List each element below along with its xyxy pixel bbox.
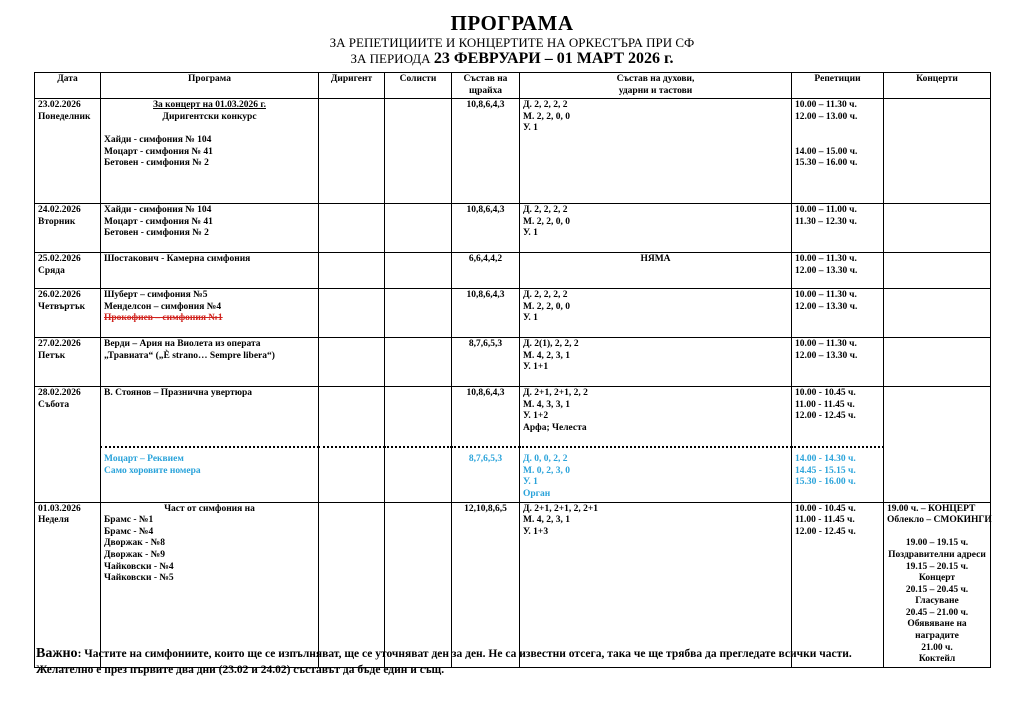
- conductor-cell: [319, 387, 385, 502]
- rehearsal-time-afternoon: 14.45 - 15.15 ч.: [795, 465, 856, 476]
- rehearsal-time: 11.00 - 11.45 ч.: [795, 399, 855, 410]
- rehearsal-time: 12.00 – 13.00 ч.: [795, 111, 858, 122]
- conductor-cell: [319, 502, 385, 667]
- concerts-cell: [884, 99, 991, 204]
- winds-line-afternoon: М. 0, 2, 3, 0: [523, 465, 570, 476]
- table-row: [35, 253, 991, 289]
- date-value: 26.02.2026: [38, 290, 81, 301]
- program-cell: [101, 253, 319, 289]
- winds-none: НЯМА: [640, 254, 671, 265]
- concert-schedule-line: 20.15 – 20.45 ч.: [905, 584, 969, 595]
- program-item-afternoon: Моцарт – Реквием: [104, 454, 184, 465]
- winds-line: М. 4, 2, 3, 1: [523, 350, 570, 361]
- date-cell: [35, 387, 101, 502]
- concert-schedule-line: Гласуване: [915, 596, 959, 607]
- concert-schedule-line: Поздравителни адреси: [888, 549, 986, 560]
- strings-value: 10,8,6,4,3: [466, 388, 505, 399]
- program-item: Чайковски - №5: [104, 573, 174, 584]
- winds-cell: [520, 289, 792, 338]
- winds-line: У. 1+2: [523, 411, 549, 422]
- conductor-cell: [319, 253, 385, 289]
- program-cell: [101, 204, 319, 253]
- rehearsal-time-afternoon: 14.00 - 14.30 ч.: [795, 454, 856, 465]
- rehearsal-time: 12.00 - 12.45 ч.: [795, 526, 856, 537]
- rehearsals-cell: [792, 253, 884, 289]
- winds-line: У. 1: [523, 123, 538, 134]
- dotted-separator: [100, 446, 319, 454]
- day-name: Неделя: [38, 515, 69, 526]
- concert-schedule-line: 19.15 – 20.15 ч.: [905, 561, 969, 572]
- soloists-cell: [385, 204, 452, 253]
- winds-line: Д. 2+1, 2+1, 2, 2: [523, 388, 588, 399]
- winds-line: М. 4, 3, 3, 1: [523, 399, 570, 410]
- rehearsal-time: 10.00 - 10.45 ч.: [795, 388, 856, 399]
- table-row: [35, 338, 991, 387]
- dotted-separator: [384, 446, 452, 454]
- col-concerts: Концерти: [884, 73, 991, 99]
- concert-schedule-line: Коктейл: [918, 654, 956, 665]
- col-date: Дата: [35, 73, 101, 99]
- strings-value-afternoon: 8,7,6,5,3: [468, 454, 503, 465]
- date-cell: [35, 338, 101, 387]
- winds-line: У. 1+1: [523, 362, 549, 373]
- rehearsal-time-afternoon: 15.30 - 16.00 ч.: [795, 477, 856, 488]
- col-winds: [520, 73, 792, 99]
- day-name: Събота: [38, 399, 70, 410]
- winds-line: Д. 2, 2, 2, 2: [523, 100, 568, 111]
- winds-line: Д. 2, 2, 2, 2: [523, 205, 568, 216]
- program-item: Моцарт - симфония № 41: [104, 216, 213, 227]
- rehearsal-time: 10.00 – 11.30 ч.: [795, 290, 857, 301]
- program-title: За концерт на 01.03.2026 г.: [153, 100, 266, 111]
- note-important-label: Важно: [36, 646, 78, 661]
- page-header: [0, 12, 1024, 67]
- rehearsal-time: 10.00 – 11.00 ч.: [795, 205, 857, 216]
- program-cell: [101, 502, 319, 667]
- program-item: Дворжак - №8: [104, 538, 165, 549]
- winds-line: М. 4, 2, 3, 1: [523, 515, 570, 526]
- program-cell: [101, 289, 319, 338]
- concert-schedule-line: Концерт: [918, 573, 956, 584]
- winds-line-afternoon: Д. 0, 0, 2, 2: [523, 454, 568, 465]
- note-line-1: [36, 646, 996, 662]
- program-item: Менделсон – симфония №4: [104, 301, 222, 312]
- rehearsals-cell: [792, 99, 884, 204]
- date-value: 27.02.2026: [38, 339, 81, 350]
- winds-line: У. 1: [523, 228, 538, 239]
- col-rehearsals: Репетиции: [792, 73, 884, 99]
- conductor-cell: [319, 289, 385, 338]
- conductor-cell: [319, 338, 385, 387]
- day-name: Сряда: [38, 265, 65, 276]
- soloists-cell: [385, 502, 452, 667]
- rehearsal-time: 11.30 – 12.30 ч.: [795, 216, 857, 227]
- dotted-separator: [791, 446, 884, 454]
- winds-cell: [520, 204, 792, 253]
- concert-schedule-line: 19.00 – 19.15 ч.: [905, 538, 969, 549]
- table-row: [35, 204, 991, 253]
- period-dates: 23 ФЕВРУАРИ – 01 МАРТ 2026 г.: [433, 50, 674, 67]
- concerts-cell: [884, 387, 991, 502]
- strings-cell: 8,7,6,5,3: [452, 338, 520, 387]
- date-cell: [35, 253, 101, 289]
- rehearsal-time: 11.00 - 11.45 ч.: [795, 515, 855, 526]
- date-cell: [35, 289, 101, 338]
- winds-cell: [520, 387, 792, 502]
- date-value: 28.02.2026: [38, 388, 81, 399]
- rehearsal-time: 12.00 – 13.30 ч.: [795, 301, 858, 312]
- program-item: Шуберт – симфония №5: [104, 290, 208, 301]
- rehearsal-time: 12.00 – 13.30 ч.: [795, 350, 858, 361]
- winds-line: М. 2, 2, 0, 0: [523, 111, 570, 122]
- rehearsal-time: 10.00 – 11.30 ч.: [795, 339, 857, 350]
- important-note: [36, 646, 996, 678]
- strings-cell: 12,10,8,6,5: [452, 502, 520, 667]
- winds-cell: [520, 253, 792, 289]
- col-strings-l1: Състав на: [463, 74, 508, 84]
- program-item: Брамс - №4: [104, 526, 154, 537]
- conductor-cell: [319, 204, 385, 253]
- winds-line: Д. 2(1), 2, 2, 2: [523, 339, 579, 350]
- soloists-cell: [385, 338, 452, 387]
- strings-cell: 6,6,4,4,2: [452, 253, 520, 289]
- program-cell: [101, 387, 319, 502]
- strings-cell: 10,8,6,4,3: [452, 289, 520, 338]
- program-item: Чайковски - №4: [104, 561, 174, 572]
- table-row: [35, 502, 991, 667]
- concert-line: Облекло – СМОКИНГИ: [887, 515, 992, 526]
- table-row: [35, 99, 991, 204]
- col-conductor: Диригент: [319, 73, 385, 99]
- strings-cell: 10,8,6,4,3: [452, 99, 520, 204]
- strings-cell: [452, 387, 520, 502]
- soloists-cell: [385, 289, 452, 338]
- program-item: Бетовен - симфония № 2: [104, 158, 209, 169]
- date-value: 25.02.2026: [38, 254, 81, 265]
- table-row: [35, 289, 991, 338]
- concert-schedule-line: 20.45 – 21.00 ч.: [905, 607, 969, 618]
- col-program: Програма: [101, 73, 319, 99]
- concerts-cell: [884, 338, 991, 387]
- schedule-table: [34, 72, 991, 668]
- concert-schedule-line: Обявяване на наградите: [907, 619, 967, 642]
- period-prefix: ЗА ПЕРИОДА: [350, 51, 431, 66]
- program-title: Част от симфония на: [164, 503, 255, 514]
- rehearsals-cell: [792, 204, 884, 253]
- concerts-cell: [884, 204, 991, 253]
- day-name: Петък: [38, 350, 66, 361]
- program-cell: [101, 338, 319, 387]
- winds-line: Д. 2, 2, 2, 2: [523, 290, 568, 301]
- table-header-row: [35, 73, 991, 99]
- concerts-cell: [884, 289, 991, 338]
- rehearsal-time: 10.00 – 11.30 ч.: [795, 254, 857, 265]
- program-item: Шостакович - Камерна симфония: [104, 254, 251, 265]
- winds-cell: [520, 338, 792, 387]
- concerts-cell: [884, 253, 991, 289]
- strings-cell: 10,8,6,4,3: [452, 204, 520, 253]
- date-cell: [35, 502, 101, 667]
- rehearsal-time: 10.00 – 11.30 ч.: [795, 100, 857, 111]
- date-value: 23.02.2026: [38, 100, 81, 111]
- rehearsal-time: 12.00 - 12.45 ч.: [795, 411, 856, 422]
- rehearsals-cell: [792, 289, 884, 338]
- note-text-1: : Частите на симфониите, които ще се изпълняват, ще се уточняват ден за ден. Не са известни отсега, така че ще трябва да прегледате всички части.: [77, 648, 852, 660]
- dotted-separator: [519, 446, 792, 454]
- program-item: Хайди - симфония № 104: [104, 205, 212, 216]
- date-cell: [35, 99, 101, 204]
- rehearsal-time: 12.00 – 13.30 ч.: [795, 265, 858, 276]
- rehearsal-time: 15.30 – 16.00 ч.: [795, 158, 858, 169]
- winds-line: У. 1+3: [523, 526, 549, 537]
- date-value: 24.02.2026: [38, 205, 81, 216]
- concert-line: 19.00 ч. – КОНЦЕРТ: [887, 503, 976, 514]
- rehearsal-time: 14.00 – 15.00 ч.: [795, 146, 858, 157]
- soloists-cell: [385, 253, 452, 289]
- soloists-cell: [385, 99, 452, 204]
- conductor-cell: [319, 99, 385, 204]
- period-line: [0, 50, 1024, 67]
- program-item: Бетовен - симфония № 2: [104, 228, 209, 239]
- note-line-2: Желателно е през първите два дни (23.02 и 24.02) съставът да бъде един и същ.: [36, 664, 445, 676]
- program-item: Дворжак - №9: [104, 549, 165, 560]
- table-row: [35, 387, 991, 502]
- day-name: Четвъртък: [38, 301, 86, 312]
- winds-line: М. 2, 2, 0, 0: [523, 216, 570, 227]
- rehearsals-cell: [792, 387, 884, 502]
- rehearsals-cell: [792, 338, 884, 387]
- page-title: ПРОГРАМА: [450, 11, 574, 35]
- winds-line: Арфа; Челеста: [523, 422, 587, 433]
- col-soloists: Солисти: [385, 73, 452, 99]
- rehearsal-time: 10.00 - 10.45 ч.: [795, 503, 856, 514]
- program-subtitle: Диригентски конкурс: [162, 111, 257, 122]
- concerts-cell: [884, 502, 991, 667]
- program-cell: [101, 99, 319, 204]
- winds-line-afternoon: Орган: [523, 488, 551, 499]
- program-item: Брамс - №1: [104, 515, 154, 526]
- program-item: Моцарт - симфония № 41: [104, 146, 213, 157]
- winds-line: У. 1: [523, 313, 538, 324]
- col-strings: [452, 73, 520, 99]
- day-name: Понеделник: [38, 111, 91, 122]
- concert-schedule-line: 21.00 ч.: [921, 642, 953, 653]
- soloists-cell: [385, 387, 452, 502]
- rehearsals-cell: [792, 502, 884, 667]
- winds-line: Д. 2+1, 2+1, 2, 2+1: [523, 503, 599, 514]
- col-winds-l2: ударни и тастови: [618, 85, 693, 96]
- program-item-afternoon: Само хоровите номера: [104, 465, 201, 476]
- winds-line: М. 2, 2, 0, 0: [523, 301, 570, 312]
- dotted-separator: [451, 446, 520, 454]
- program-item: „Травиата“ („È strano… Sempre libera“): [104, 350, 275, 361]
- col-winds-l1: Състав на духови,: [616, 74, 695, 84]
- date-value: 01.03.2026: [38, 503, 81, 514]
- program-item-cancelled: Прокофиев – симфония №1: [104, 313, 223, 324]
- program-item: Хайди - симфония № 104: [104, 134, 212, 145]
- date-cell: [35, 204, 101, 253]
- winds-cell: [520, 99, 792, 204]
- winds-cell: [520, 502, 792, 667]
- program-item: Верди – Ария на Виолета из операта: [104, 339, 261, 350]
- program-item: В. Стоянов – Празнична увертюра: [104, 388, 253, 399]
- page-subtitle: ЗА РЕПЕТИЦИИТЕ И КОНЦЕРТИТЕ НА ОРКЕСТЪРА ПРИ СФ: [329, 35, 695, 50]
- winds-line-afternoon: У. 1: [523, 477, 538, 488]
- dotted-separator: [318, 446, 385, 454]
- day-name: Вторник: [38, 216, 76, 227]
- col-strings-l2: щрайха: [469, 85, 502, 96]
